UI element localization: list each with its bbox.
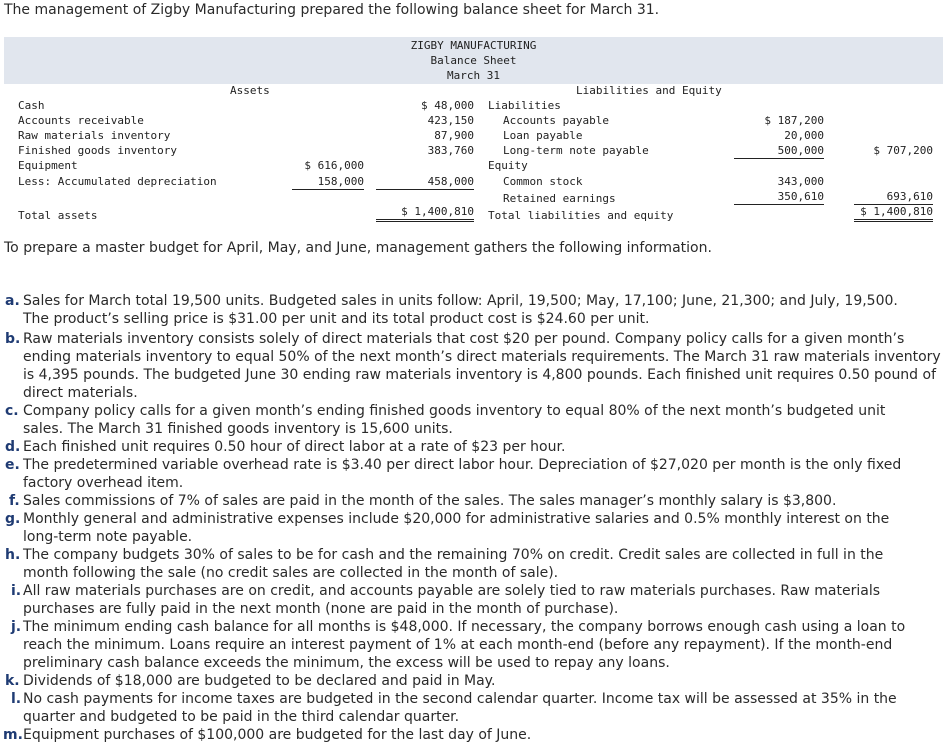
prep-text: To prepare a master budget for April, May, and June, management gathers the following information.: [4, 240, 712, 256]
list-item: [11, 618, 943, 672]
list-item: [5, 672, 923, 690]
total-le-amount: $ 1,400,810: [854, 204, 933, 222]
cash-amount: $ 48,000: [421, 99, 474, 112]
item-label: e.: [5, 457, 20, 473]
item-text: No cash payments for income taxes are budgeted in the second calendar quarter. Income tax will be assessed at 35% in the quarter and budgeted to be paid in the third calendar quarter.: [23, 691, 897, 725]
accum-dep-label: Less: Accumulated depreciation: [18, 175, 217, 188]
item-text: Raw materials inventory consists solely of direct materials that cost $20 per pound. Company policy calls for a given month’s ending materials inventory to equal 50% of the next month’s direct materials requirements. The March 31 raw materials inventory is 4,395 pounds. The budgeted June 30 ending raw materials inventory is 4,800 pounds. Each finished unit requires 0.50 pound of direct materials.: [23, 331, 941, 401]
item-text: Each finished unit requires 0.50 hour of direct labor at a rate of $23 per hour.: [23, 439, 566, 455]
item-text: Monthly general and administrative expenses include $20,000 for administrative salaries and 0.5% monthly interest on the long-term note payable.: [23, 511, 890, 545]
total-liabilities-amount: $ 707,200: [873, 144, 933, 157]
item-label: j.: [11, 619, 22, 635]
item-label: h.: [5, 547, 21, 563]
item-label: c.: [5, 403, 19, 419]
ap-amount: $ 187,200: [764, 114, 824, 127]
ap-label: Accounts payable: [503, 114, 609, 127]
item-label: f.: [9, 493, 20, 509]
ltn-label: Long-term note payable: [503, 144, 649, 157]
total-assets-amount: $ 1,400,810: [376, 204, 474, 222]
total-le-label: Total liabilities and equity: [488, 209, 674, 222]
balance-sheet: [4, 37, 943, 227]
item-text: Equipment purchases of $100,000 are budgeted for the last day of June.: [23, 727, 532, 743]
cash-label: Cash: [18, 99, 45, 112]
loan-label: Loan payable: [503, 129, 583, 142]
ar-label: Accounts receivable: [18, 114, 144, 127]
net-equipment-amount: 458,000: [376, 174, 474, 190]
loan-amount: 20,000: [784, 129, 824, 142]
item-text: Sales commissions of 7% of sales are paid in the month of the sales. The sales manager’s monthly salary is $3,800.: [23, 493, 837, 509]
item-label: l.: [11, 691, 22, 707]
total-equity-amount: 693,610: [854, 189, 933, 205]
item-label: g.: [5, 511, 21, 527]
list-item: [5, 546, 923, 582]
list-item: [5, 510, 923, 546]
item-label: k.: [5, 673, 20, 689]
list-item: [5, 456, 913, 492]
list-item: [5, 330, 943, 402]
statement-title: Balance Sheet: [430, 54, 517, 67]
intro-text: The management of Zigby Manufacturing prepared the following balance sheet for March 31.: [4, 2, 660, 18]
item-text: The company budgets 30% of sales to be for cash and the remaining 70% on credit. Credit sales are collected in full in the month following the sale (no credit sales are collected in the month of sale).: [23, 547, 884, 581]
liabilities-header: Liabilities: [488, 99, 561, 112]
item-text: All raw materials purchases are on credit, and accounts payable are solely tied to raw materials purchases. Raw materials purchases are fully paid in the next month (none are paid in the month of purchase).: [23, 583, 881, 617]
list-item: [5, 292, 923, 328]
item-label: i.: [11, 583, 22, 599]
item-label: d.: [5, 439, 21, 455]
item-label: b.: [5, 331, 21, 347]
list-item: [5, 438, 923, 456]
equipment-amount: $ 616,000: [304, 159, 364, 172]
rm-amount: 87,900: [434, 129, 474, 142]
list-item: [9, 492, 923, 510]
item-label: a.: [5, 293, 20, 309]
re-amount: 350,610: [734, 189, 824, 205]
equity-header: Equity: [488, 159, 528, 172]
list-item: [5, 402, 923, 438]
assets-header: Assets: [230, 84, 270, 97]
ar-amount: 423,150: [427, 114, 474, 127]
item-text: Company policy calls for a given month’s ending finished goods inventory to equal 80% of the next month’s budgeted unit sales. The March 31 finished goods inventory is 15,600 units.: [23, 403, 886, 437]
item-text: The minimum ending cash balance for all months is $48,000. If necessary, the company borrows enough cash using a loan to reach the minimum. Loans require an interest payment of 1% at each month-end (before any repayment). If the month-end preliminary cash balance exceeds the minimum, the excess will be used to repay any loans.: [23, 619, 906, 671]
list-item: [3, 726, 923, 744]
list-item: [11, 582, 883, 618]
item-text: Dividends of $18,000 are budgeted to be declared and paid in May.: [23, 673, 496, 689]
company-name: ZIGBY MANUFACTURING: [410, 39, 537, 52]
cs-label: Common stock: [503, 175, 583, 188]
liab-equity-header: Liabilities and Equity: [576, 84, 722, 97]
equipment-label: Equipment: [18, 159, 78, 172]
total-assets-label: Total assets: [18, 209, 98, 222]
statement-date: March 31: [447, 69, 500, 82]
item-text: Sales for March total 19,500 units. Budgeted sales in units follow: April, 19,500; May, 17,100; June, 21,300; and July, 19,500. The product’s selling price is $31.00 per unit and its total product cost is $24.60 per unit.: [23, 293, 898, 327]
item-text: The predetermined variable overhead rate is $3.40 per direct labor hour. Depreciation of $27,020 per month is the only fixed factory overhead item.: [23, 457, 902, 491]
cs-amount: 343,000: [777, 175, 824, 188]
re-label: Retained earnings: [503, 192, 616, 205]
item-label: m.: [3, 727, 23, 743]
fg-label: Finished goods inventory: [18, 144, 177, 157]
accum-dep-amount: 158,000: [292, 174, 364, 190]
list-item: [11, 690, 943, 726]
rm-label: Raw materials inventory: [18, 129, 171, 142]
fg-amount: 383,760: [427, 144, 474, 157]
ltn-amount: 500,000: [734, 143, 824, 159]
